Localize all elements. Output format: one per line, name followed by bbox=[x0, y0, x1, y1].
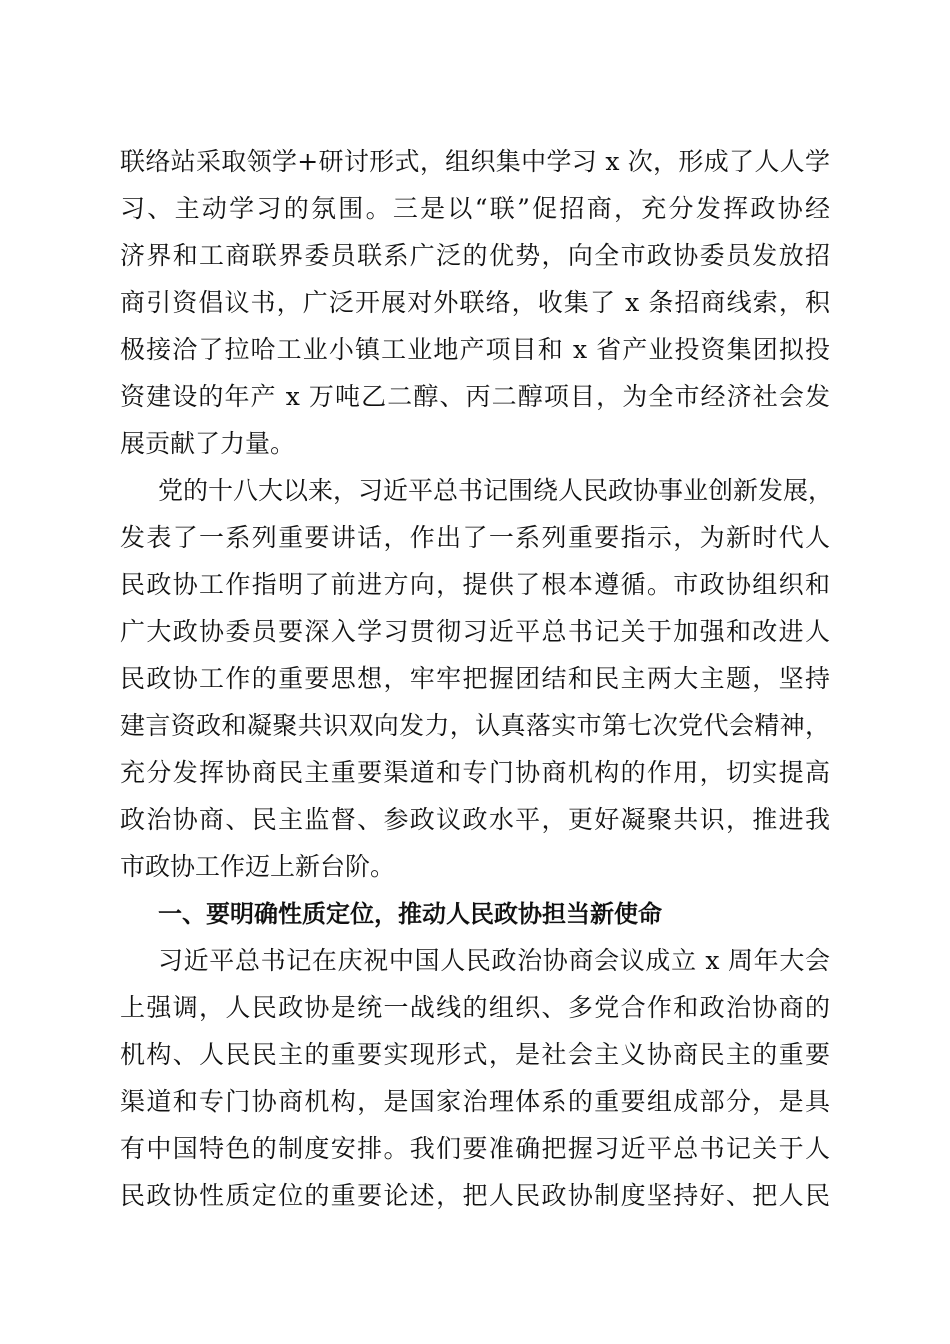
text-line: 资建设的年产 x 万吨乙二醇、丙二醇项目，为全市经济社会发 bbox=[120, 382, 830, 411]
text-line: 上强调，人民政协是统一战线的组织、多党合作和政治协商的 bbox=[120, 993, 830, 1022]
section-heading: 一、要明确性质定位，推动人民政协担当新使命 bbox=[158, 900, 662, 928]
text-line: 联络站采取领学+研讨形式，组织集中学习 x 次，形成了人人学 bbox=[120, 147, 830, 176]
text-line: 充分发挥协商民主重要渠道和专门协商机构的作用，切实提高 bbox=[120, 758, 830, 787]
text-line: 有中国特色的制度安排。我们要准确把握习近平总书记关于人 bbox=[120, 1134, 830, 1163]
text-line: 建言资政和凝聚共识双向发力，认真落实市第七次党代会精神， bbox=[120, 711, 830, 740]
text-line: 发表了一系列重要讲话，作出了一系列重要指示，为新时代人 bbox=[120, 523, 830, 552]
text-line: 机构、人民民主的重要实现形式，是社会主义协商民主的重要 bbox=[120, 1040, 830, 1069]
text-line: 广大政协委员要深入学习贯彻习近平总书记关于加强和改进人 bbox=[120, 617, 830, 646]
text-line: 民政协性质定位的重要论述，把人民政协制度坚持好、把人民 bbox=[120, 1181, 830, 1210]
text-line: 极接洽了拉哈工业小镇工业地产项目和 x 省产业投资集团拟投 bbox=[120, 335, 830, 364]
text-line: 商引资倡议书，广泛开展对外联络，收集了 x 条招商线索，积 bbox=[120, 288, 830, 317]
text-line: 济界和工商联界委员联系广泛的优势，向全市政协委员发放招 bbox=[120, 241, 830, 270]
text-line: 党的十八大以来，习近平总书记围绕人民政协事业创新发展， bbox=[158, 476, 834, 505]
text-line: 民政协工作指明了前进方向，提供了根本遵循。市政协组织和 bbox=[120, 570, 830, 599]
text-line: 市政协工作迈上新台阶。 bbox=[120, 852, 396, 881]
text-line: 政治协商、民主监督、参政议政水平，更好凝聚共识，推进我 bbox=[120, 805, 830, 834]
text-line: 民政协工作的重要思想，牢牢把握团结和民主两大主题，坚持 bbox=[120, 664, 830, 693]
text-line: 渠道和专门协商机构，是国家治理体系的重要组成部分，是具 bbox=[120, 1087, 830, 1116]
text-line: 习近平总书记在庆祝中国人民政治协商会议成立 x 周年大会 bbox=[158, 946, 830, 975]
text-line: 展贡献了力量。 bbox=[120, 429, 296, 458]
text-line: 习、主动学习的氛围。三是以“联”促招商，充分发挥政协经 bbox=[120, 194, 830, 223]
